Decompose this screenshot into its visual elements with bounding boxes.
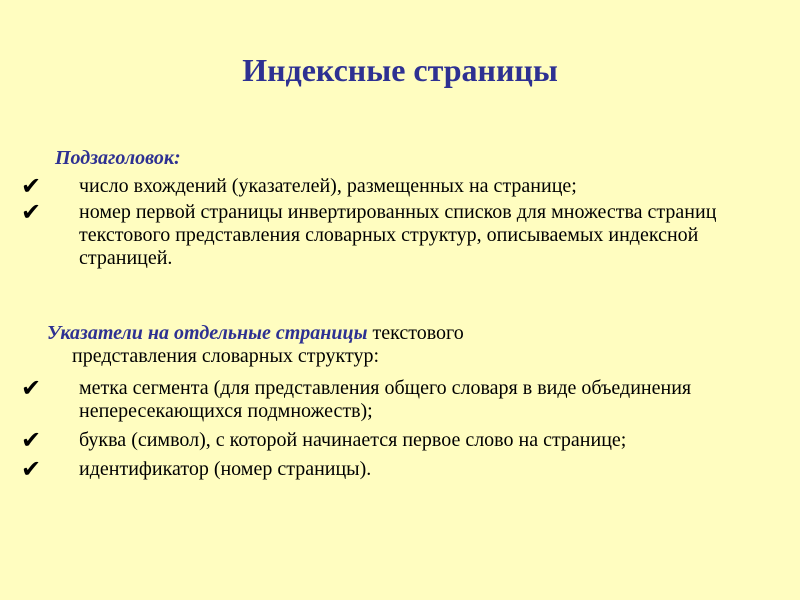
page-title: Индексные страницы <box>242 52 558 88</box>
section-heading-pointers <box>47 322 767 368</box>
list-item <box>0 426 759 454</box>
list-item <box>0 172 759 200</box>
list-item-text: номер первой страницы инвертированных списков для множества страниц текстового представления словарных структур, описываемых индексной страницей. <box>79 201 717 269</box>
list-item-text: буква (символ), с которой начинается первое слово на странице; <box>79 429 627 451</box>
section-heading-rest: текстового <box>367 322 464 344</box>
check-icon: ✔ <box>21 172 42 200</box>
list-item-text: идентификатор (номер страницы). <box>79 458 372 480</box>
check-icon: ✔ <box>21 455 42 483</box>
check-icon: ✔ <box>21 374 42 402</box>
check-icon: ✔ <box>21 426 42 454</box>
list-item <box>0 374 759 423</box>
list-item <box>0 455 759 483</box>
section-heading-emphasis: Указатели на отдельные страницы <box>47 322 368 344</box>
section-heading-continuation: представления словарных структур: <box>72 345 380 367</box>
check-icon: ✔ <box>21 198 42 226</box>
pointer-fields-list <box>0 374 800 484</box>
section-heading-header: Подзаголовок: <box>55 147 181 169</box>
list-item-text: число вхождений (указателей), размещенных на странице; <box>79 175 577 197</box>
list-item <box>0 198 759 270</box>
header-fields-list <box>0 172 800 273</box>
list-item-text: метка сегмента (для представления общего словаря в виде объединения непересекающихся подмножеств); <box>79 377 692 422</box>
